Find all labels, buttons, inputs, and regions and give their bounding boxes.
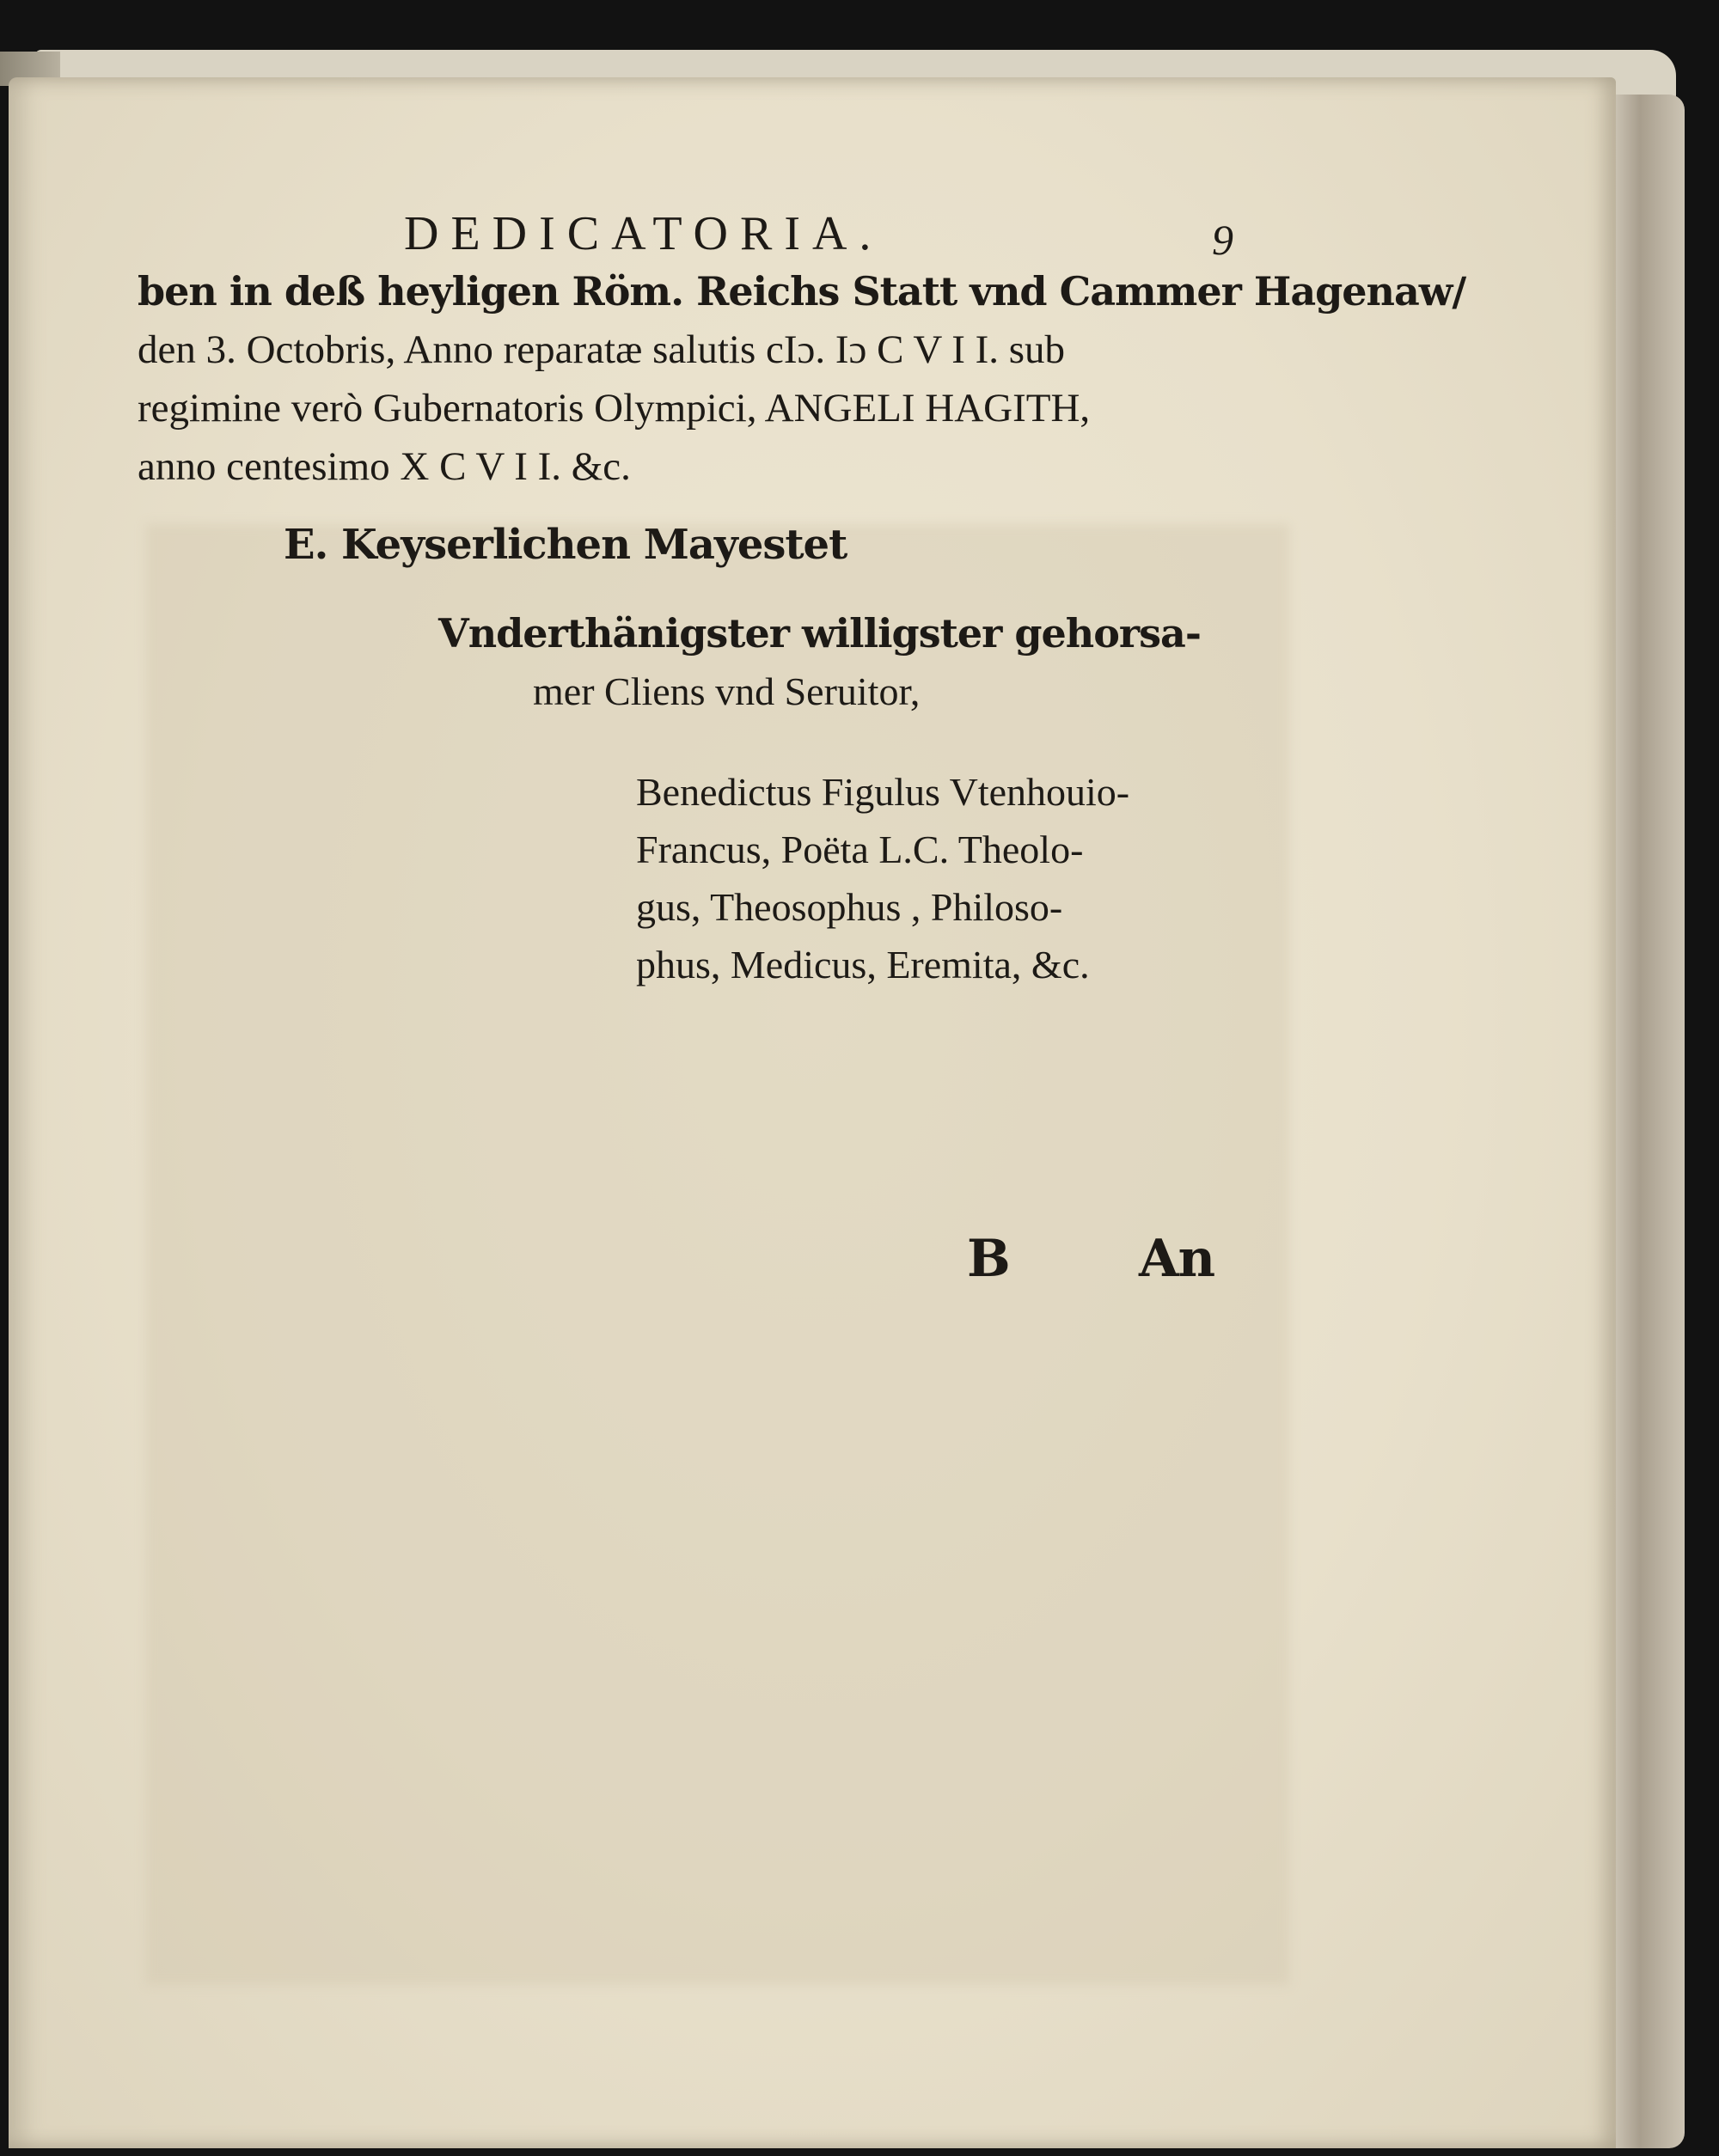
page-number: 9 (1212, 216, 1233, 264)
address-line: E. Keyserlichen Mayestet (284, 521, 847, 569)
subscription-line-2: mer Cliens vnd Seruitor, (533, 669, 921, 713)
body-line-1: ben in deß heyligen Röm. Reichs Statt vnd Cammer Hagenaw/ (138, 268, 1466, 315)
name-line-1: Benedictus Figulus Vtenhouio- (636, 770, 1130, 814)
signature-mark: B (967, 1229, 1010, 1289)
subscription-line-1: Vnderthänigster willigster gehorsa- (438, 610, 1201, 657)
body-line-2: den 3. Octobris, Anno reparatæ salutis cIɔ. Iɔ C V I I. sub (138, 327, 1066, 372)
running-header: DEDICATORIA. (404, 207, 884, 260)
body-line-4: anno centesimo X C V I I. &c. (138, 444, 631, 489)
name-line-2: Francus, Poëta L.C. Theolo- (636, 828, 1084, 871)
show-through-bleed (146, 524, 1289, 1985)
body-line-3: regimine verò Gubernatoris Olympici, ANGELI HAGITH, (138, 386, 1091, 431)
name-line-3: gus, Theosophus , Philoso- (636, 885, 1063, 929)
catchword: An (1139, 1229, 1215, 1289)
name-line-4: phus, Medicus, Eremita, &c. (636, 943, 1090, 986)
